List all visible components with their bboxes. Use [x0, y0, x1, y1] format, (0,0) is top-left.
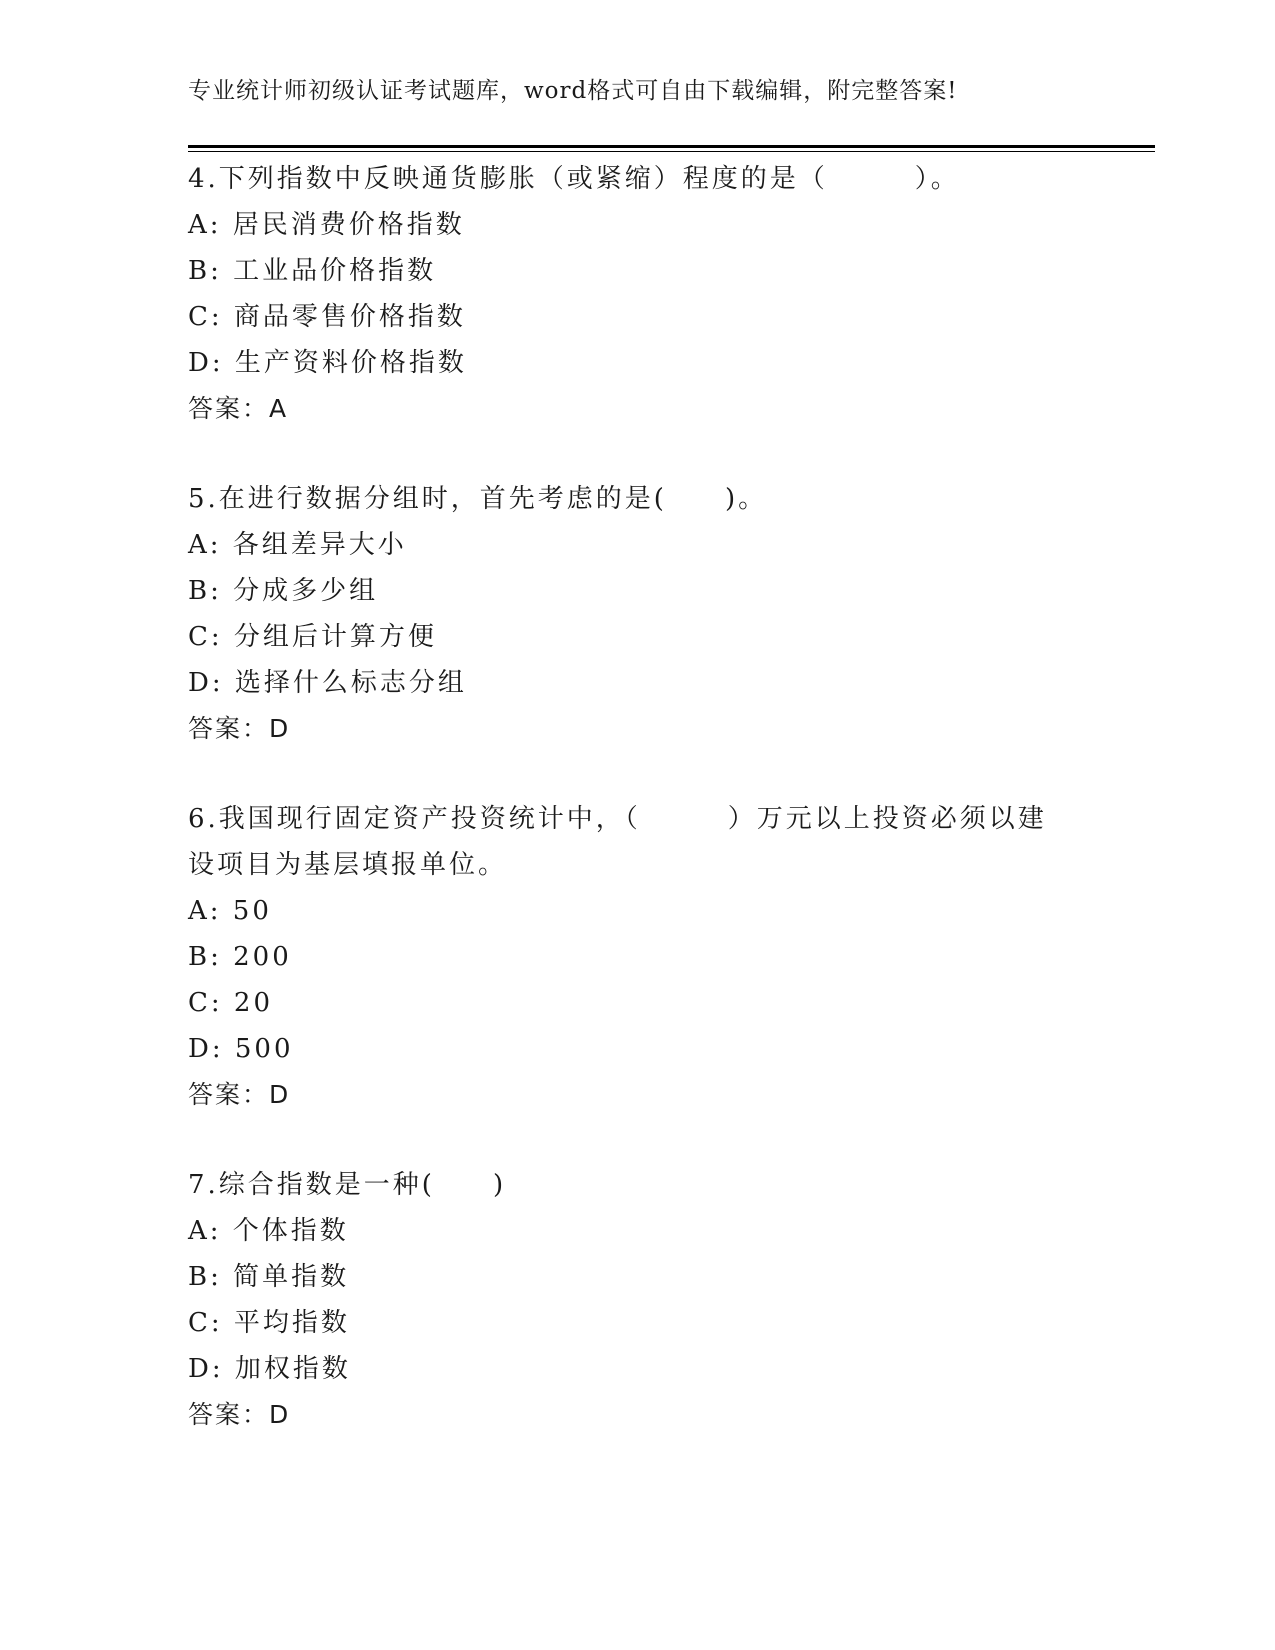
- option-a: A: 各组差异大小: [188, 530, 407, 560]
- header-divider-thin: [188, 151, 1155, 152]
- answer-label: 答案：A: [188, 394, 289, 423]
- option-c: C: 商品零售价格指数: [188, 302, 466, 332]
- question-7: [188, 1162, 506, 1438]
- option-c: C: 平均指数: [188, 1308, 350, 1338]
- question-4: [188, 156, 960, 432]
- option-d: D: 生产资料价格指数: [188, 348, 467, 378]
- answer-label: 答案：D: [188, 1400, 291, 1429]
- option-b: B: 分成多少组: [188, 576, 379, 606]
- question-stem-continued: 设项目为基层填报单位。: [188, 850, 508, 880]
- option-a: A: 个体指数: [188, 1216, 349, 1246]
- option-a: A: 50: [188, 896, 272, 926]
- answer-label: 答案：D: [188, 714, 291, 743]
- header-divider-thick: [188, 145, 1155, 148]
- option-b: B: 200: [188, 942, 292, 972]
- document-header: 专业统计师初级认证考试题库，word格式可自由下载编辑，附完整答案!: [188, 78, 958, 104]
- option-d: D: 选择什么标志分组: [188, 668, 467, 698]
- option-b: B: 工业品价格指数: [188, 256, 437, 286]
- option-d: D: 500: [188, 1034, 294, 1064]
- option-c: C: 分组后计算方便: [188, 622, 437, 652]
- option-d: D: 加权指数: [188, 1354, 351, 1384]
- question-5: [188, 476, 767, 752]
- question-6: [188, 796, 1047, 1118]
- question-stem: 5.在进行数据分组时，首先考虑的是( )。: [188, 484, 768, 514]
- question-stem: 4.下列指数中反映通货膨胀（或紧缩）程度的是（ ）。: [188, 164, 960, 194]
- option-a: A: 居民消费价格指数: [188, 210, 465, 240]
- question-stem: 7.综合指数是一种( ): [188, 1170, 507, 1200]
- option-b: B: 简单指数: [188, 1262, 350, 1292]
- option-c: C: 20: [188, 988, 274, 1018]
- question-stem: 6.我国现行固定资产投资统计中，（ ）万元以上投资必须以建: [188, 804, 1047, 834]
- answer-label: 答案：D: [188, 1080, 291, 1109]
